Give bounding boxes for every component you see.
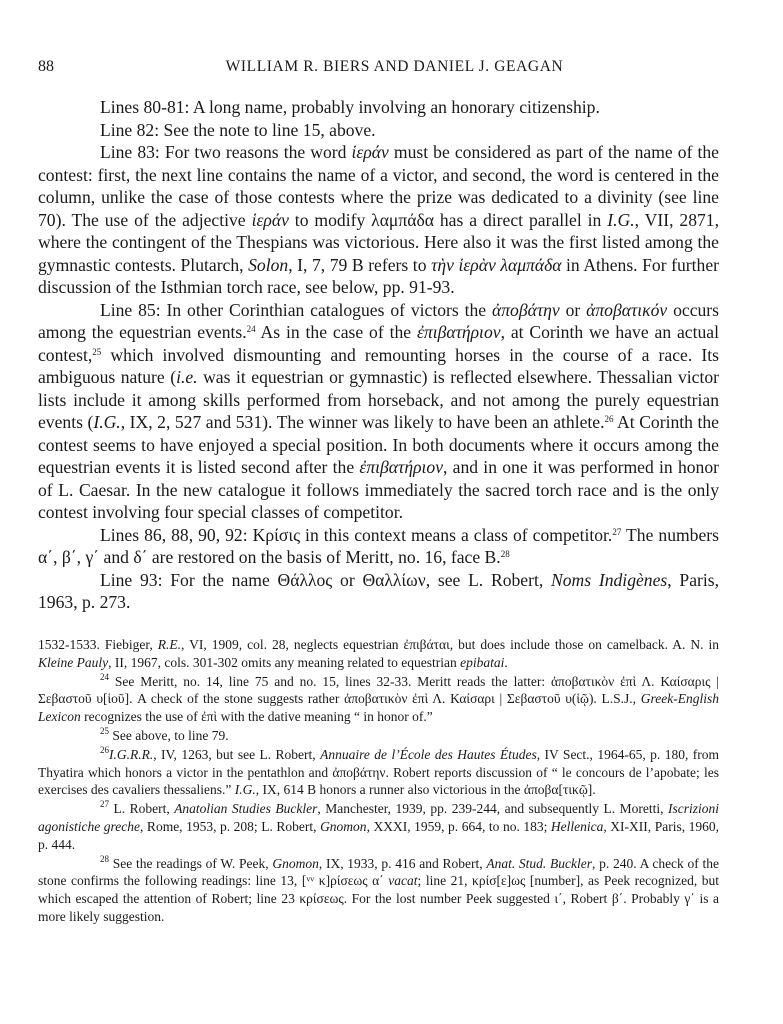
italic-text: τὴν ἱερὰν λαμπάδα (431, 254, 562, 275)
italic-text: Gnomon (320, 818, 367, 834)
text-run: in Athens. For further discussion of the Isthmian torch race, see below, pp. 91-93. (38, 254, 720, 297)
text-run: See above, to line 79. (109, 727, 229, 743)
italic-text: Kleine Pauly (38, 654, 109, 670)
text-run: Line 85: In other Corinthian catalogues of victors the (100, 299, 492, 320)
text-run: Line 83: For two reasons the word (100, 142, 352, 162)
text-run: Line 93: For the name Θάλλος or Θαλλίων, see L. Robert, (100, 569, 552, 590)
page-number: 88 (38, 58, 54, 75)
text-run: , p. 240. A check of the stone confirms the following readings: line 13, [ᵛᵛ κ]ρίσεως α΄ (38, 855, 719, 889)
text-run: must be considered as part of the name of the contest: first, the next line contains the name of a victor, and second, the word is centered in the column, unlike the case of those contests where the prize was dedicated to a divinity (see line 70). The use of the adjective (38, 142, 719, 230)
text-run: At Corinth the contest seems to have enjoyed a special position. In both documents where it occurs among the equestrian events it is listed second after the (38, 412, 719, 477)
text-run: , IV Sect., 1964-65, p. 180, from Thyatira which honors a victor in the pentathlon and ἀποβάτην. Robert reports discussion of “ le concours de l’apobate; les exercises des cavaliers thessaliens.” (38, 746, 720, 798)
text-run: which involved dismounting and remounting horses in the course of a race. Its ambiguous nature ( (38, 344, 719, 387)
main-text (38, 96, 719, 614)
italic-text: R.E. (157, 637, 181, 652)
text-run: See Meritt, no. 14, line 75 and no. 15, lines 32-33. Meritt reads the latter: ἀποβατικὸν ἐπὶ Λ. Καίσαρις | Σεβαστοῦ υ[ἱοῦ]. A check of the stone suggests rather ἀποβατικὸν ἐπὶ Λ. Καίσαρι | Σεβαστοῦ υ(ἱῷ). L.S.J., (38, 673, 719, 707)
text-run: , I, 7, 79 B refers to (288, 254, 432, 275)
text-run: , VI, 1909, col. 28, neglects equestrian ἐπιβάται, but does include those on camelback. A. N. in (180, 637, 719, 652)
italic-text: ἀποβατικόν (586, 299, 668, 320)
italic-text: Greek-English Lexicon (38, 691, 719, 725)
italic-text: I.G.R.R. (109, 746, 154, 762)
italic-text: Annuaire de l’École des Hautes Études (320, 746, 537, 762)
italic-text: epibatai (460, 654, 505, 670)
text-run: Lines 86, 88, 90, 92: Κρίσις in this context means a class of competitor. (100, 524, 613, 545)
text-run: was it equestrian or gymnastic) is reflected elsewhere. Thessalian victor lists include it among skills performed from horseback, and not among the purely equestrian events ( (38, 367, 720, 432)
note-ref: 28 (500, 549, 510, 559)
footnote-3 (38, 727, 719, 745)
note-ref: 28 (100, 853, 109, 864)
text-run: Line 82: See the note to line 15, above. (100, 119, 376, 140)
italic-text: Gnomon (272, 855, 319, 871)
note-ref: 25 (100, 725, 109, 736)
text-run: , IV, 1263, but see L. Robert, (153, 746, 321, 762)
text-run: As in the case of the (255, 322, 417, 342)
italic-text: Solon (248, 254, 289, 275)
text-run: , at Corinth we have an actual contest, (38, 322, 719, 365)
text-run: , Manchester, 1939, pp. 239-244, and subsequently L. Moretti, (317, 801, 668, 817)
text-run: , Paris, 1963, p. 273. (38, 569, 720, 612)
paragraph-4 (38, 299, 719, 524)
page-header (38, 58, 751, 82)
note-ref: 27 (612, 526, 622, 537)
text-run: , XI-XII, Paris, 1960, p. 444. (38, 818, 719, 852)
italic-text: I.G. (93, 412, 121, 432)
text-run: or (559, 299, 587, 320)
text-run: 1532-1533. Fiebiger, (38, 637, 158, 652)
text-run: to modify λαμπάδα has a direct parallel in (288, 209, 608, 230)
note-ref: 25 (92, 346, 102, 357)
italic-text: Anatolian Studies Buckler (174, 801, 318, 817)
paragraph-5 (38, 524, 719, 569)
text-run: , IX, 1933, p. 416 and Robert, (318, 855, 487, 871)
note-ref: 24 (100, 671, 109, 682)
italic-text: ἐπιβατήριον (359, 457, 444, 477)
italic-text: ἱεράν (351, 142, 389, 162)
italic-text: Hellenica (550, 818, 604, 834)
footnote-5 (38, 800, 719, 853)
text-run: , II, 1967, cols. 301-302 omits any meaning related to equestrian (108, 654, 461, 670)
paragraph-3 (38, 141, 719, 299)
text-run: , Rome, 1953, p. 208; L. Robert, (140, 818, 321, 834)
italic-text: Anat. Stud. Buckler (486, 855, 593, 871)
text-run: See the readings of W. Peek, (109, 855, 273, 871)
paragraph-6 (38, 569, 719, 614)
text-run: L. Robert, (109, 801, 175, 817)
italic-text: i.e. (176, 367, 198, 387)
text-run: , XXXI, 1959, p. 664, to no. 183; (366, 818, 551, 834)
italic-text: vacat (388, 873, 418, 889)
text-run: , IX, 2, 527 and 531). The winner was likely to have been an athlete. (120, 412, 605, 432)
italic-text: ἐπιβατήριον (416, 322, 501, 342)
italic-text: ἀποβάτην (492, 299, 560, 320)
footnote-2 (38, 673, 719, 726)
footnote-6 (38, 855, 719, 926)
italic-text: I.G. (607, 209, 635, 230)
paragraph-2 (38, 119, 719, 142)
footnotes (38, 636, 719, 927)
italic-text: Noms Indigènes (551, 569, 668, 590)
text-run: , VII, 2871, where the contingent of the Thespians was victorious. Here also it was the first listed among the gymnastic contests. Plutarch, (38, 209, 720, 275)
italic-text: I.G. (234, 782, 256, 798)
text-run: occurs among the equestrian events. (38, 299, 720, 342)
running-head: WILLIAM R. BIERS AND DANIEL J. GEAGAN (225, 58, 564, 75)
footnote-4 (38, 746, 719, 799)
italic-text: ἱεράν (251, 209, 289, 230)
text-run: Lines 80-81: A long name, probably involving an honorary citizenship. (100, 97, 600, 117)
note-ref: 27 (100, 799, 109, 810)
italic-text: Iscrizioni agonistiche greche (38, 801, 719, 834)
text-run: , and in one it was performed in honor of L. Caesar. In the new catalogue it follows immediately the sacred torch race and is the only contest involving four special classes of competitor. (38, 457, 719, 522)
footnote-1 (38, 636, 719, 672)
note-ref: 24 (246, 324, 256, 334)
note-ref: 26 (604, 414, 614, 424)
text-run: The numbers α΄, β΄, γ΄ and δ΄ are restored on the basis of Meritt, no. 16, face B. (38, 524, 719, 567)
text-run: recognizes the use of ἐπὶ with the dative meaning “ in honor of.” (80, 709, 433, 725)
paragraph-1 (38, 96, 719, 119)
text-run: , IX, 614 B honors a runner also victorious in the ἀποβα[τικῷ]. (255, 782, 596, 798)
text-run: . (504, 654, 508, 670)
note-ref: 26 (100, 744, 109, 755)
text-run: ; line 21, κρίσ[ε]ως [number], as Peek recognized, but which escaped the attention of Robert; line 23 κρίσεως. For the lost number Peek suggested ι΄, Robert β΄. Probably γ΄ is a more likely suggestion. (38, 873, 719, 924)
